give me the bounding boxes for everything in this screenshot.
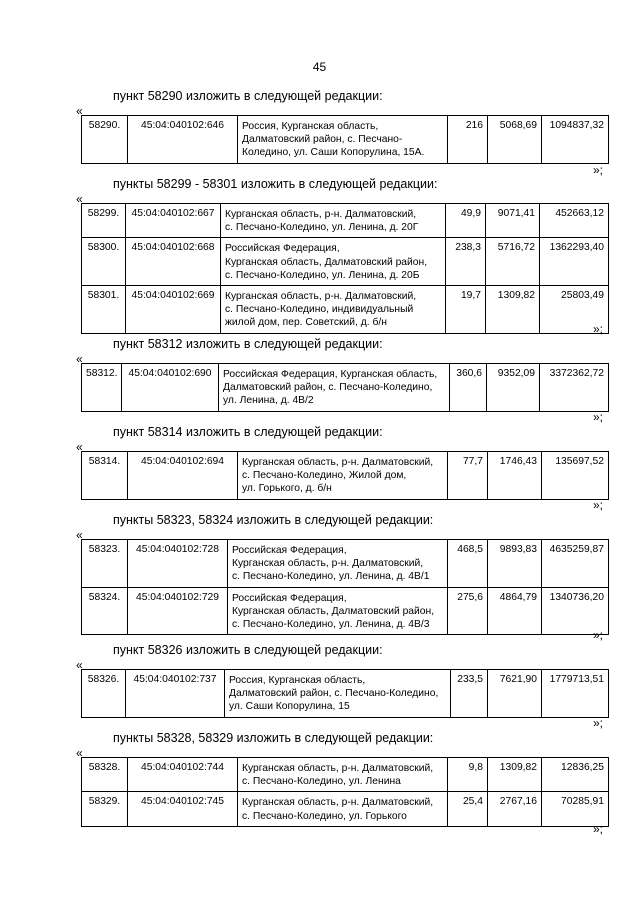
- quote-close: »;: [593, 716, 604, 730]
- register-table-58312: [81, 363, 609, 412]
- register-table-58326: [81, 669, 609, 718]
- section-heading-58323-58324: пункты 58323, 58324 изложить в следующей редакции:: [113, 513, 434, 527]
- address-line: с. Песчано-Коледино, ул. Ленина: [242, 776, 401, 788]
- row-number: 58299.: [82, 204, 126, 238]
- unit-value-cell: 1746,43: [488, 452, 542, 500]
- row-number: 58328.: [82, 758, 128, 792]
- area-cell: 238,3: [446, 238, 486, 286]
- address-line: с. Песчано-Коледино, ул. Горького: [242, 810, 407, 822]
- address-line: Курганская область, р-н. Далматовский,: [242, 457, 434, 468]
- cadastral-value-cell: 135697,52: [542, 452, 609, 500]
- quote-open: «: [76, 658, 83, 672]
- address-line: с. Песчано-Коледино, ул. Ленина, д. 20Б: [225, 269, 420, 281]
- unit-value-cell: 7621,90: [488, 670, 542, 718]
- table-row: [82, 758, 609, 792]
- address-line: ул. Горького, д. б/н: [242, 483, 332, 495]
- address-line: Курганская область, р-н. Далматовский,: [225, 291, 417, 303]
- address-line: Курганская область, р-н. Далматовский,: [242, 763, 434, 774]
- register-table-58314: [81, 451, 609, 500]
- quote-close: »;: [593, 498, 604, 512]
- address-cell: [238, 116, 448, 164]
- register-table-58328-58329: [81, 757, 609, 827]
- row-number: 58326.: [82, 670, 126, 718]
- address-line: с. Песчано-Коледино, ул. Ленина, д. 20Г: [225, 222, 419, 234]
- address-line: Российская Федерация,: [225, 243, 340, 255]
- cadastral-number: 45:04:040102:728: [128, 540, 228, 588]
- row-number: 58300.: [82, 238, 126, 286]
- address-cell: [221, 286, 446, 334]
- quote-open: «: [76, 352, 83, 366]
- section-heading-58312: пункт 58312 изложить в следующей редакции:: [113, 337, 383, 351]
- quote-open: «: [76, 746, 83, 760]
- unit-value-cell: 4864,79: [488, 587, 542, 635]
- area-cell: 275,6: [448, 587, 488, 635]
- quote-close: »;: [593, 628, 604, 642]
- cadastral-value-cell: 1362293,40: [540, 238, 609, 286]
- cadastral-value-cell: 1094837,32: [542, 116, 609, 164]
- area-cell: 468,5: [448, 540, 488, 588]
- address-line: Российская Федерация, Курганская область,: [223, 369, 438, 380]
- address-line: Курганская область, р-н. Далматовский,: [225, 209, 417, 220]
- area-cell: 25,4: [448, 792, 488, 826]
- register-table-58299-58301: [81, 203, 609, 334]
- area-cell: 77,7: [448, 452, 488, 500]
- address-line: Курганская область, р-н. Далматовский,: [232, 558, 424, 570]
- unit-value-cell: 5068,69: [488, 116, 542, 164]
- unit-value-cell: 1309,82: [488, 758, 542, 792]
- cadastral-value-cell: 12836,25: [542, 758, 609, 792]
- cadastral-number: 45:04:040102:646: [128, 116, 238, 164]
- cadastral-value-cell: 4635259,87: [542, 540, 609, 588]
- section-heading-58314: пункт 58314 изложить в следующей редакции:: [113, 425, 383, 439]
- cadastral-number: 45:04:040102:694: [128, 452, 238, 500]
- cadastral-number: 45:04:040102:729: [128, 587, 228, 635]
- address-line: ул. Саши Копорулина, 15: [229, 701, 350, 713]
- table-row: [82, 204, 609, 238]
- quote-close: »;: [593, 822, 604, 836]
- cadastral-number: 45:04:040102:737: [126, 670, 225, 718]
- cadastral-value-cell: 452663,12: [540, 204, 609, 238]
- row-number: 58301.: [82, 286, 126, 334]
- row-number: 58324.: [82, 587, 128, 635]
- quote-open: «: [76, 192, 83, 206]
- address-cell: [238, 792, 448, 826]
- cadastral-value-cell: 1340736,20: [542, 587, 609, 635]
- cadastral-number: 45:04:040102:668: [126, 238, 221, 286]
- area-cell: 9,8: [448, 758, 488, 792]
- area-cell: 49,9: [446, 204, 486, 238]
- row-number: 58329.: [82, 792, 128, 826]
- unit-value-cell: 2767,16: [488, 792, 542, 826]
- address-line: с. Песчано-Коледино, ул. Ленина, д. 4В/1: [232, 571, 430, 583]
- quote-close: »;: [593, 322, 604, 336]
- address-cell: [228, 540, 448, 588]
- cadastral-number: 45:04:040102:744: [128, 758, 238, 792]
- row-number: 58323.: [82, 540, 128, 588]
- section-heading-58299-58301: пункты 58299 - 58301 изложить в следующей редакции:: [113, 177, 438, 191]
- section-heading-58290: пункт 58290 изложить в следующей редакции:: [113, 89, 383, 103]
- row-number: 58314.: [82, 452, 128, 500]
- table-row: [82, 792, 609, 826]
- unit-value-cell: 1309,82: [486, 286, 540, 334]
- quote-close: »;: [593, 163, 604, 177]
- address-line: Далматовский район, с. Песчано-: [242, 134, 403, 146]
- cadastral-number: 45:04:040102:667: [126, 204, 221, 238]
- cadastral-number: 45:04:040102:690: [122, 364, 219, 412]
- address-line: Российская Федерация,: [232, 592, 347, 604]
- section-heading-58328-58329: пункты 58328, 58329 изложить в следующей редакции:: [113, 731, 434, 745]
- table-row: [82, 587, 609, 635]
- table-row: [82, 286, 609, 334]
- address-cell: [221, 238, 446, 286]
- cadastral-value-cell: 3372362,72: [540, 364, 609, 412]
- cadastral-value-cell: 1779713,51: [542, 670, 609, 718]
- address-line: с. Песчано-Коледино, ул. Ленина, д. 4В/3: [232, 619, 430, 631]
- quote-open: «: [76, 440, 83, 454]
- address-cell: [228, 587, 448, 635]
- table-row: [82, 116, 609, 164]
- quote-open: «: [76, 528, 83, 542]
- address-line: с. Песчано-Коледино, Жилой дом,: [242, 470, 407, 482]
- unit-value-cell: 9071,41: [486, 204, 540, 238]
- address-line: Коледино, ул. Саши Копорулина, 15А.: [242, 147, 425, 159]
- table-row: [82, 670, 609, 718]
- unit-value-cell: 9893,83: [488, 540, 542, 588]
- area-cell: 360,6: [450, 364, 487, 412]
- address-line: жилой дом, пер. Советский, д. б/н: [225, 317, 387, 329]
- address-line: Российская Федерация,: [232, 545, 347, 556]
- area-cell: 216: [448, 116, 488, 164]
- address-cell: [221, 204, 446, 238]
- row-number: 58312.: [82, 364, 122, 412]
- cadastral-number: 45:04:040102:669: [126, 286, 221, 334]
- address-line: Россия, Курганская область,: [229, 675, 366, 686]
- table-row: [82, 364, 609, 412]
- address-line: с. Песчано-Коледино, индивидуальный: [225, 304, 414, 316]
- address-line: Россия, Курганская область,: [242, 121, 379, 132]
- quote-close: »;: [593, 410, 604, 424]
- table-row: [82, 452, 609, 500]
- section-heading-58326: пункт 58326 изложить в следующей редакции:: [113, 643, 383, 657]
- area-cell: 19,7: [446, 286, 486, 334]
- table-row: [82, 540, 609, 588]
- page-number: 45: [312, 60, 327, 74]
- unit-value-cell: 5716,72: [486, 238, 540, 286]
- area-cell: 233,5: [451, 670, 488, 718]
- address-cell: [219, 364, 450, 412]
- register-table-58323-58324: [81, 539, 609, 635]
- address-line: Далматовский район, с. Песчано-Коледино,: [229, 688, 439, 700]
- cadastral-number: 45:04:040102:745: [128, 792, 238, 826]
- address-cell: [225, 670, 451, 718]
- address-line: ул. Ленина, д. 4В/2: [223, 395, 314, 407]
- address-cell: [238, 758, 448, 792]
- address-line: Курганская область, Далматовский район,: [225, 256, 428, 268]
- cadastral-value-cell: 25803,49: [540, 286, 609, 334]
- register-table-58290: [81, 115, 609, 164]
- unit-value-cell: 9352,09: [487, 364, 540, 412]
- quote-open: «: [76, 104, 83, 118]
- address-cell: [238, 452, 448, 500]
- table-row: [82, 238, 609, 286]
- address-line: Далматовский район, с. Песчано-Коледино,: [223, 382, 433, 394]
- row-number: 58290.: [82, 116, 128, 164]
- address-line: Курганская область, р-н. Далматовский,: [242, 797, 434, 809]
- cadastral-value-cell: 70285,91: [542, 792, 609, 826]
- address-line: Курганская область, Далматовский район,: [232, 605, 435, 617]
